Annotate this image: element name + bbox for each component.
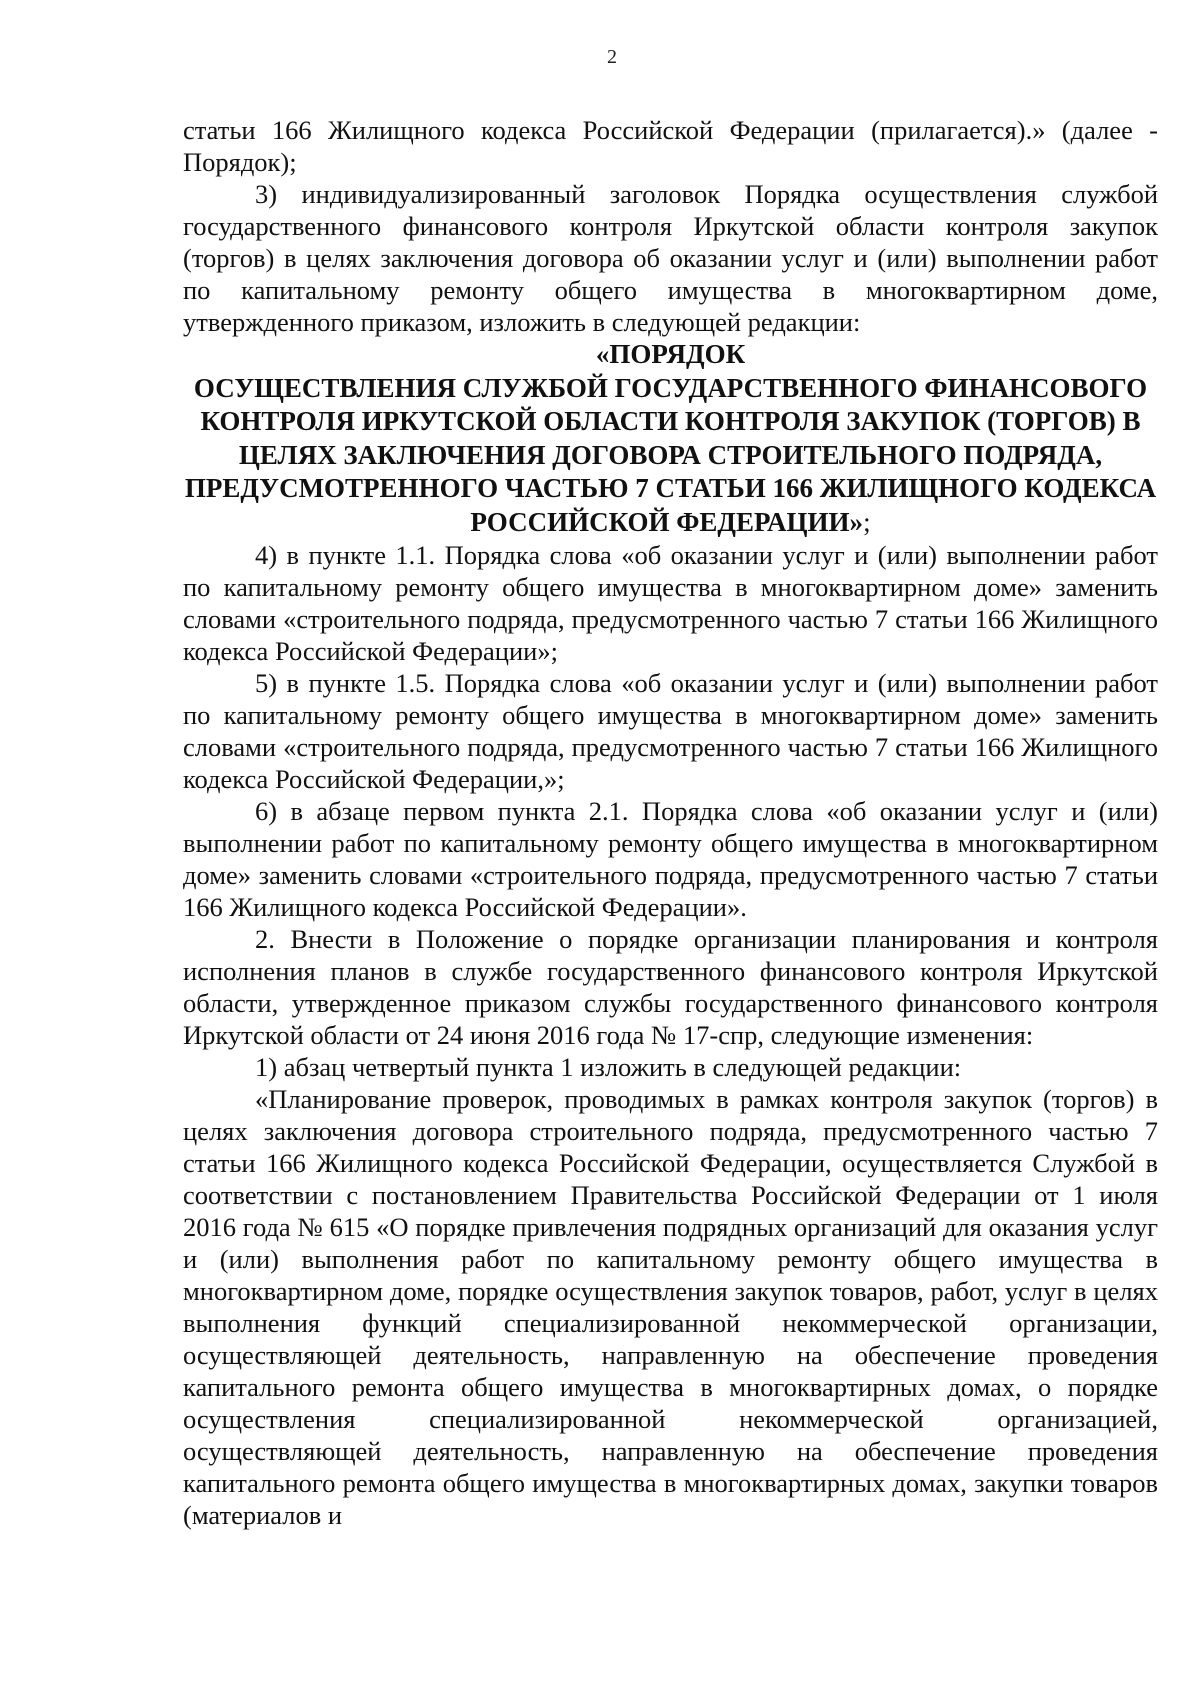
- paragraph-section-2: 2. Внести в Положение о порядке организации планирования и контроля исполнения планов в службе государственного финансового контроля Иркутской области, утвержденное приказом службы государственного финансового контроля Иркутской области от 24 июня 2016 года № 17-спр, следующие изменения:: [183, 924, 1158, 1050]
- order-heading-subtitle: [183, 372, 1158, 540]
- order-heading: [183, 338, 1158, 539]
- order-heading-tail: ;: [863, 506, 871, 537]
- paragraph-item-6: 6) в абзаце первом пункта 2.1. Порядка слова «об оказании услуг и (или) выполнении работ по капитальному ремонту общего имущества в многоквартирном доме» заменить словами «строительного подряда, предусмотренного частью 7 статьи 166 Жилищного кодекса Российской Федерации».: [183, 796, 1158, 922]
- paragraph-item-4: 4) в пункте 1.1. Порядка слова «об оказании услуг и (или) выполнении работ по капитальному ремонту общего имущества в многоквартирном доме» заменить словами «строительного подряда, предусмотренного частью 7 статьи 166 Жилищного кодекса Российской Федерации»;: [183, 540, 1158, 666]
- order-heading-text: ОСУЩЕСТВЛЕНИЯ СЛУЖБОЙ ГОСУДАРСТВЕННОГО ФИНАНСОВОГО КОНТРОЛЯ ИРКУТСКОЙ ОБЛАСТИ КОНТРОЛЯ ЗАКУПОК (ТОРГОВ) В ЦЕЛЯХ ЗАКЛЮЧЕНИЯ ДОГОВОРА СТРОИТЕЛЬНОГО ПОДРЯДА, ПРЕДУСМОТРЕННОГО ЧАСТЬЮ 7 СТАТЬИ 166 ЖИЛИЩНОГО КОДЕКСА РОССИЙСКОЙ ФЕДЕРАЦИИ»: [184, 372, 1157, 537]
- document-body: [183, 114, 1158, 1531]
- paragraph-quote-planning: «Планирование проверок, проводимых в рамках контроля закупок (торгов) в целях заключения договора строительного подряда, предусмотренного частью 7 статьи 166 Жилищного кодекса Российской Федерации, осуществляется Службой в соответствии с постановлением Правительства Российской Федерации от 1 июля 2016 года № 615 «О порядке привлечения подрядных организаций для оказания услуг и (или) выполнения работ по капитальному ремонту общего имущества в многоквартирном доме, порядке осуществления закупок товаров, работ, услуг в целях выполнения функций специализированной некоммерческой организации, осуществляющей деятельность, направленную на обеспечение проведения капитального ремонта общего имущества в многоквартирных домах, о порядке осуществления специализированной некоммерческой организацией, осуществляющей деятельность, направленную на обеспечение проведения капитального ремонта общего имущества в многоквартирных домах, закупки товаров (материалов и: [183, 1084, 1158, 1530]
- order-heading-title: «ПОРЯДОК: [595, 339, 746, 369]
- paragraph-continuation: статьи 166 Жилищного кодекса Российской Федерации (прилагается).» (далее - Порядок);: [183, 115, 1158, 177]
- paragraph-subitem-1: 1) абзац четвертый пункта 1 изложить в следующей редакции:: [255, 1052, 962, 1082]
- paragraph-item-5: 5) в пункте 1.5. Порядка слова «об оказании услуг и (или) выполнении работ по капитальному ремонту общего имущества в многоквартирном доме» заменить словами «строительного подряда, предусмотренного частью 7 статьи 166 Жилищного кодекса Российской Федерации,»;: [183, 668, 1158, 794]
- page-number: 2: [607, 46, 617, 68]
- paragraph-item-3: 3) индивидуализированный заголовок Порядка осуществления службой государственного финансового контроля Иркутской области контроля закупок (торгов) в целях заключения договора об оказании услуг и (или) выполнении работ по капитальному ремонту общего имущества в многоквартирном доме, утвержденного приказом, изложить в следующей редакции:: [183, 179, 1158, 337]
